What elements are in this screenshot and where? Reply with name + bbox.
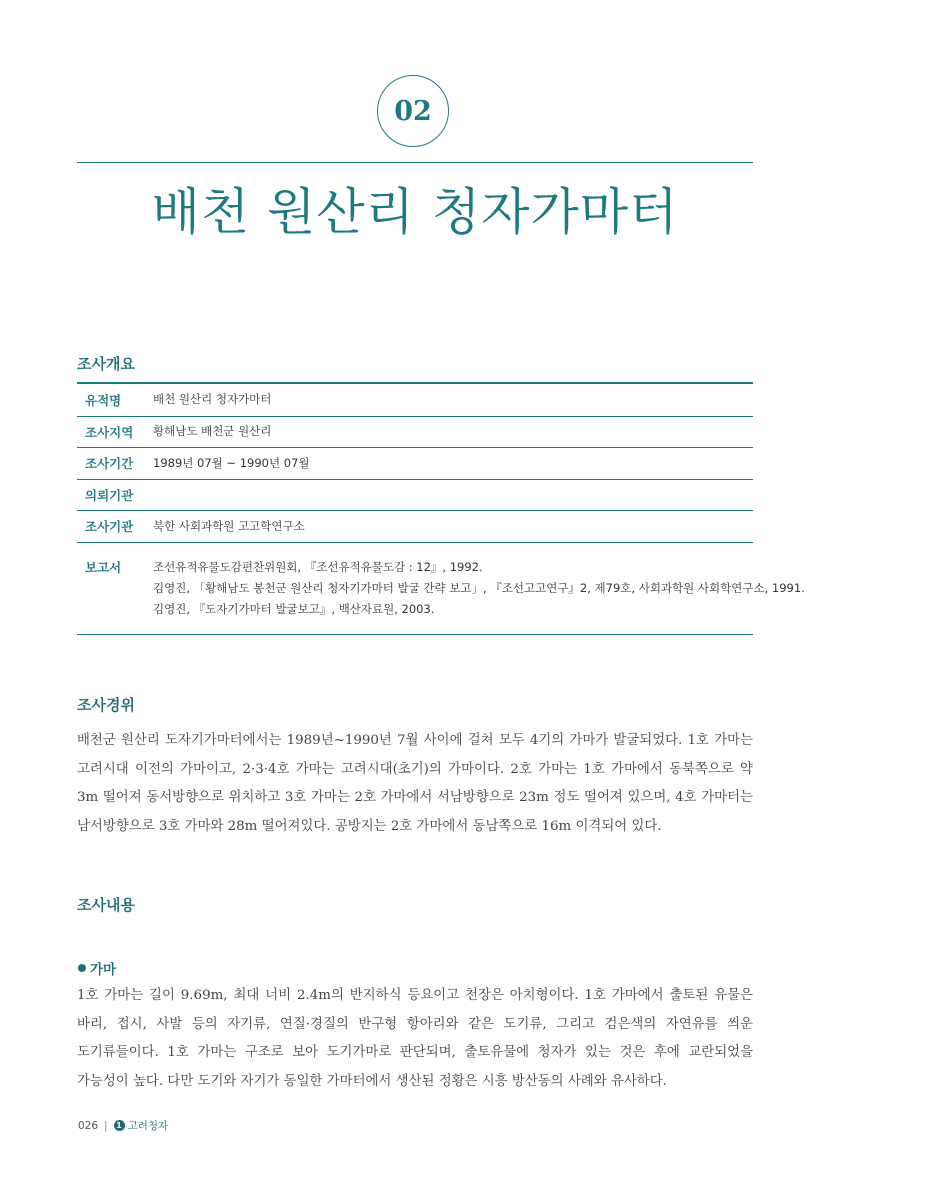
row-value	[153, 421, 271, 442]
row-label: 유적명	[85, 392, 122, 408]
overview-table	[77, 382, 805, 635]
kiln-subheading-label: 가마	[90, 962, 117, 978]
value-line: 조선유적유물도감편찬위원회, 『조선유적유물도감 : 12』, 1992.	[153, 559, 483, 574]
chapter-number-icon: 1	[114, 1120, 125, 1131]
row-value	[153, 453, 310, 474]
row-value	[153, 516, 305, 537]
value-line: 황해남도 배천군 원산리	[153, 424, 272, 439]
bullet-icon	[78, 964, 86, 972]
background-heading: 조사경위	[77, 696, 135, 714]
table-row	[77, 542, 805, 634]
title-divider	[77, 162, 753, 163]
table-row	[77, 510, 753, 542]
row-label: 의뢰기관	[85, 487, 134, 503]
row-value	[153, 557, 805, 620]
page-title: 배천 원산리 청자가마터	[151, 183, 679, 241]
table-row	[77, 416, 753, 448]
table-row	[77, 447, 753, 479]
footer-chapter-label: 고려청자	[127, 1120, 169, 1132]
table-row	[77, 384, 753, 416]
table-row	[77, 479, 753, 511]
page-footer	[78, 1118, 168, 1133]
content-heading: 조사내용	[77, 896, 135, 914]
value-line: 김영진, 「황해남도 봉천군 원산리 청자기가마터 발굴 간략 보고」, 『조선고고연구』2, 제79호, 사회과학원 사회학연구소, 1991.	[153, 580, 805, 595]
row-value	[153, 389, 271, 410]
overview-heading: 조사개요	[77, 355, 135, 373]
row-label: 조사기간	[85, 456, 134, 472]
kiln-paragraph: 1호 가마는 길이 9.69m, 최대 너비 2.4m의 반지하식 등요이고 천장은 아치형이다. 1호 가마에서 출토된 유물은 바리, 접시, 사발 등의 자기류, 연질·경질의 반구형 항아리와 같은 도기류, 그리고 검은색의 자연유를 씌운 도기류들이다. 1호 가마는 구조로 보아 도기가마로 판단되며, 출토유물에 청자가 있는 것은 후에 교란되었을 가능성이 높다. 다만 도기와 자기가 동일한 가마터에서 생산된 정황은 시흥 방산동의 사례와 유사하다.	[77, 988, 753, 1089]
kiln-subheading	[78, 958, 116, 978]
value-line: 1989년 07월 ~ 1990년 07월	[153, 455, 310, 470]
value-line: 북한 사회과학원 고고학연구소	[153, 518, 305, 533]
page-number: 026	[78, 1119, 99, 1132]
row-label: 조사기관	[85, 519, 134, 535]
background-paragraph: 배천군 원산리 도자기가마터에서는 1989년~1990년 7월 사이에 걸쳐 모두 4기의 가마가 발굴되었다. 1호 가마는 고려시대 이전의 가마이고, 2·3·4호 가마는 고려시대(초기)의 가마이다. 2호 가마는 1호 가마에서 동북쪽으로 약 3m 떨어져 동서방향으로 위치하고 3호 가마는 2호 가마에서 서남방향으로 23m 정도 떨어져 있으며, 4호 가마터는 남서방향으로 3호 가마와 28m 떨어져있다. 공방지는 2호 가마에서 동남쪽으로 16m 이격되어 있다.	[77, 733, 753, 834]
chapter-number-badge: 02	[377, 75, 449, 147]
footer-separator: |	[104, 1119, 108, 1132]
value-line: 김영진, 『도자기가마터 발굴보고』, 백산자료원, 2003.	[153, 601, 435, 616]
value-line: 배천 원산리 청자가마터	[153, 392, 272, 407]
row-label: 조사지역	[85, 424, 134, 440]
row-label: 보고서	[85, 559, 122, 575]
